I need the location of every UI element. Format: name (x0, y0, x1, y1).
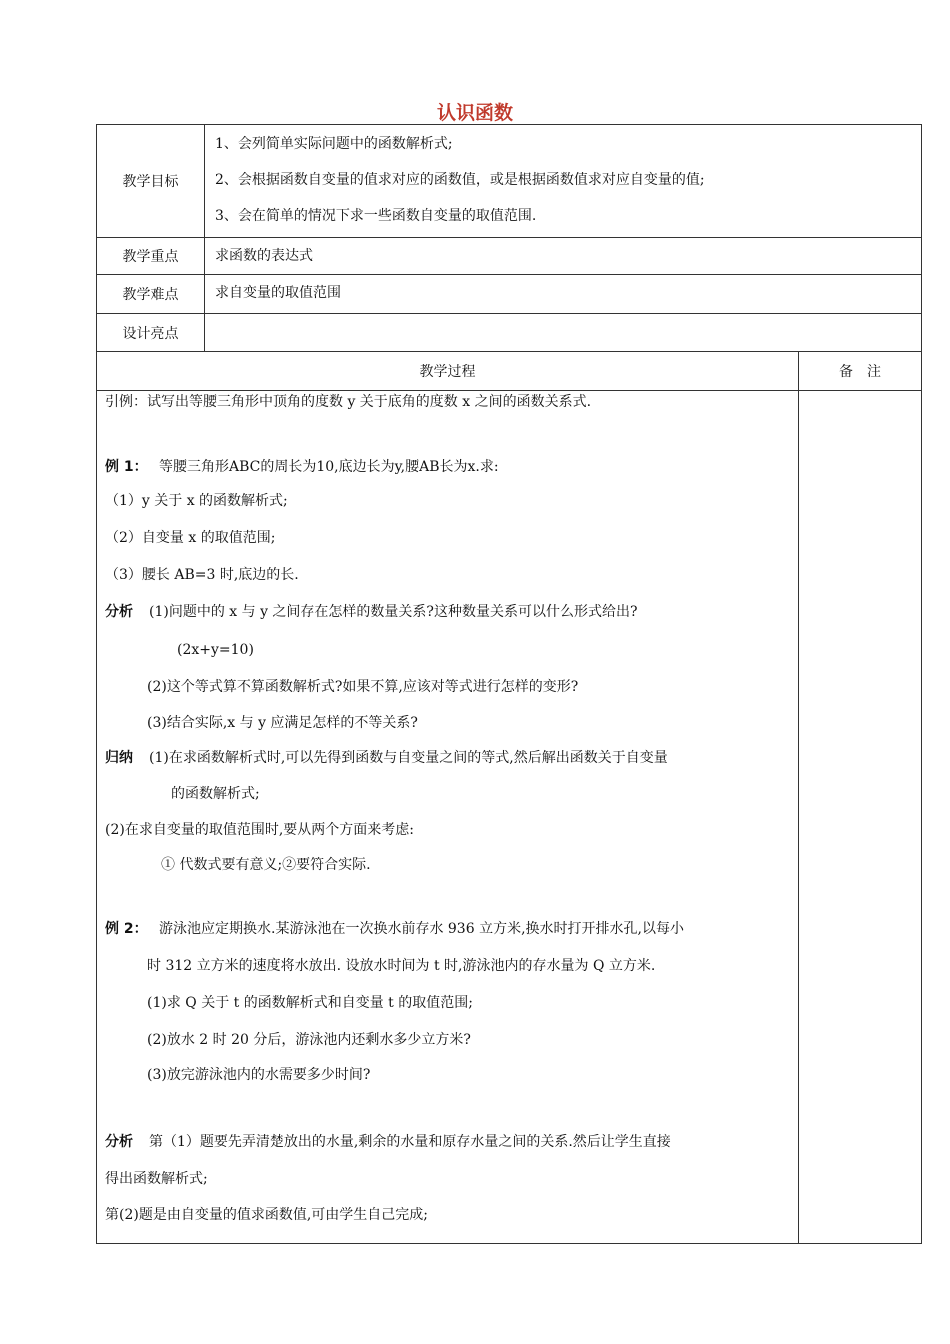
analysis-hint: (2x+y=10) (177, 642, 254, 658)
example2-text: 游泳池应定期换水.某游泳池在一次换水前存水 936 立方米,换水时打开排水孔,以每小 (159, 921, 684, 937)
example2-question: (2)放水 2 时 20 分后，游泳池内还剩水多少立方米? (147, 1032, 471, 1048)
difficulties-text: 求自变量的取值范围 (215, 285, 341, 301)
lesson-plan-table (96, 124, 922, 1244)
summary-text: ① 代数式要有意义;②要符合实际. (161, 857, 371, 873)
objectives-row (97, 125, 922, 238)
key-points-text: 求函数的表达式 (215, 248, 313, 264)
analysis-question: (3)结合实际,x 与 y 应满足怎样的不等关系? (147, 715, 418, 731)
objective-item: 1、会列简单实际问题中的函数解析式; (215, 136, 453, 152)
summary-label: 归纳 (105, 750, 133, 766)
example1-question: （2）自变量 x 的取值范围; (105, 530, 276, 546)
key-points-row (97, 238, 922, 275)
example1-question: （1）y 关于 x 的函数解析式; (105, 493, 288, 509)
example1-text: 等腰三角形ABC的周长为10,底边长为y,腰AB长为x.求: (159, 459, 499, 475)
example2-question: (3)放完游泳池内的水需要多少时间? (147, 1067, 371, 1083)
remarks-header: 备 注 (799, 352, 922, 391)
example2-question: (1)求 Q 关于 t 的函数解析式和自变量 t 的取值范围; (147, 995, 473, 1011)
analysis-text: (1)问题中的 x 与 y 之间存在怎样的数量关系?这种数量关系可以什么形式给出? (149, 604, 638, 620)
highlights-row (97, 314, 922, 352)
objective-item: 3、会在简单的情况下求一些函数自变量的取值范围. (215, 208, 537, 224)
analysis2-text: 第(2)题是由自变量的值求函数值,可由学生自己完成; (105, 1207, 428, 1223)
highlights-label: 设计亮点 (97, 314, 205, 352)
objectives-label: 教学目标 (97, 125, 205, 238)
example2-label: 例 2： (105, 921, 148, 937)
analysis2-text: 得出函数解析式; (105, 1171, 208, 1187)
difficulties-row (97, 275, 922, 314)
difficulties-content (205, 275, 922, 314)
summary-text: 的函数解析式; (171, 786, 260, 802)
analysis-label: 分析 (105, 604, 133, 620)
intro-example: 引例：试写出等腰三角形中顶角的度数 y 关于底角的度数 x 之间的函数关系式. (105, 394, 592, 410)
analysis2-text: 第（1）题要先弄清楚放出的水量,剩余的水量和原存水量之间的关系.然后让学生直接 (149, 1134, 671, 1150)
difficulties-label: 教学难点 (97, 275, 205, 314)
summary-text: (1)在求函数解析式时,可以先得到函数与自变量之间的等式,然后解出函数关于自变量 (149, 750, 668, 766)
page-title: 认识函数 (436, 102, 513, 124)
process-body (97, 391, 799, 1244)
process-header-row (97, 352, 922, 391)
key-points-content (205, 238, 922, 275)
process-header: 教学过程 (97, 352, 799, 391)
remarks-column (799, 391, 922, 1244)
objectives-content (205, 125, 922, 238)
example1-label: 例 1： (105, 459, 148, 475)
key-points-label: 教学重点 (97, 238, 205, 275)
objective-item: 2、会根据函数自变量的值求对应的函数值，或是根据函数值求对应自变量的值; (215, 172, 705, 188)
example1-question: （3）腰长 AB=3 时,底边的长. (105, 567, 299, 583)
process-body-row (97, 391, 922, 1244)
summary-text: (2)在求自变量的取值范围时,要从两个方面来考虑: (105, 822, 414, 838)
highlights-content (205, 314, 922, 352)
example2-text: 时 312 立方米的速度将水放出. 设放水时间为 t 时,游泳池内的存水量为 Q 立方米. (147, 958, 656, 974)
analysis2-label: 分析 (105, 1134, 133, 1150)
analysis-question: (2)这个等式算不算函数解析式?如果不算,应该对等式进行怎样的变形? (147, 679, 579, 695)
